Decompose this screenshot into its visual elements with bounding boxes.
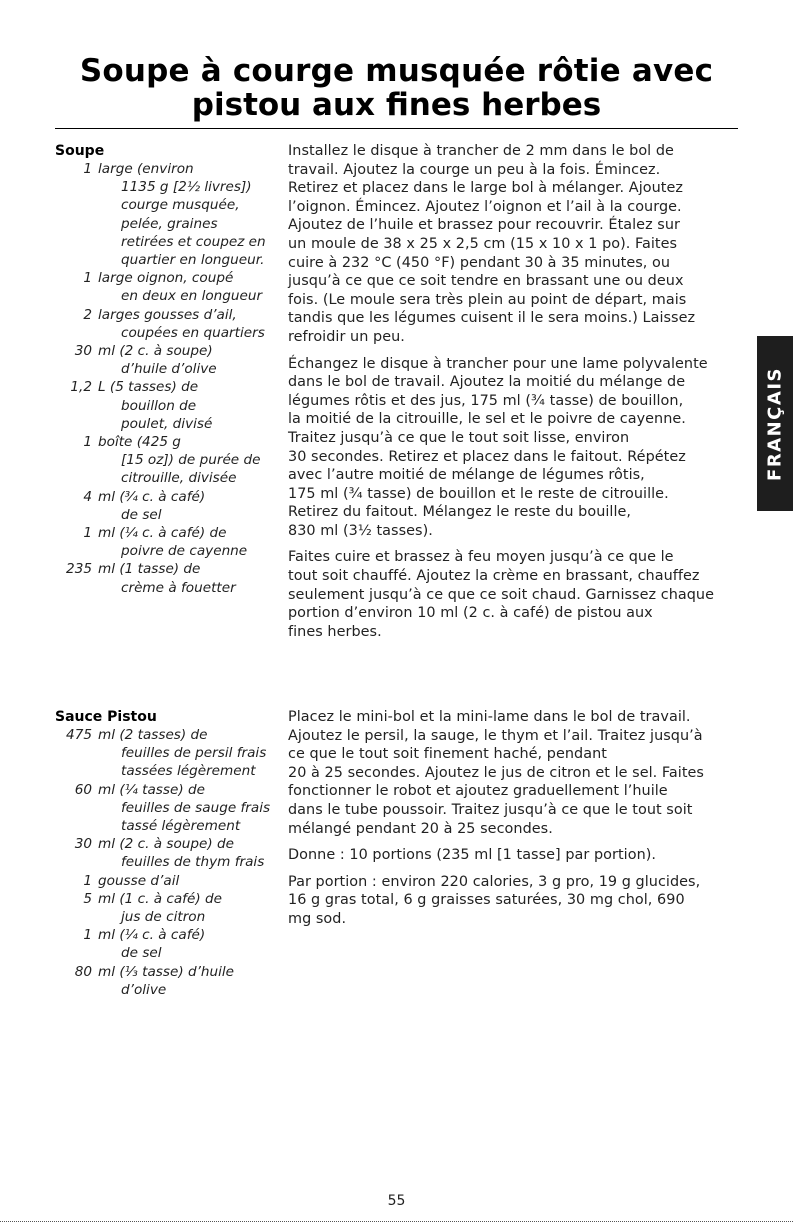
- ingredient-item: [55, 342, 280, 378]
- ingredient-quantity: 5: [83, 890, 92, 907]
- ingredient-item: [55, 560, 280, 596]
- ingredient-description: [92, 781, 280, 836]
- ingredient-quantity: 235: [66, 561, 92, 578]
- direction-text-line: refroidir un peu.: [288, 328, 405, 345]
- ingredient-item: [55, 269, 280, 305]
- ingredient-text-line: ml (1 c. à café) de: [98, 890, 222, 907]
- ingredient-description: [92, 560, 280, 596]
- ingredient-text-line: citrouille, divisée: [121, 470, 237, 487]
- ingredient-quantity: 2: [83, 306, 92, 323]
- direction-paragraph: [288, 708, 743, 838]
- direction-text-line: fines herbes.: [288, 623, 382, 640]
- directions-pistou: [288, 708, 743, 937]
- directions-soupe: [288, 142, 743, 649]
- direction-text-line: mg sod.: [288, 910, 347, 927]
- direction-text-line: jusqu’à ce que ce soit tendre en brassant une ou deux: [288, 273, 684, 290]
- bottom-dotted-edge: [0, 1221, 793, 1222]
- ingredient-item: [55, 160, 280, 269]
- direction-text-line: Ajoutez le persil, la sauge, le thym et l’ail. Traitez jusqu’à: [288, 727, 703, 744]
- ingredient-text-line: feuilles de persil frais: [121, 745, 267, 762]
- ingredient-quantity: 1: [83, 927, 92, 944]
- direction-text-line: seulement jusqu’à ce que ce soit chaud. Garnissez chaque: [288, 586, 714, 603]
- direction-paragraph: [288, 142, 743, 347]
- ingredient-quantity: 30: [74, 343, 92, 360]
- direction-text-line: dans le bol de travail. Ajoutez la moitié du mélange de: [288, 374, 686, 391]
- ingredient-text-line: large oignon, coupé: [98, 270, 234, 287]
- ingredient-description: [92, 269, 280, 305]
- ingredient-text-line: coupées en quartiers: [121, 324, 265, 341]
- ingredient-text-line: poivre de cayenne: [121, 543, 248, 560]
- section-heading-pistou: Sauce Pistou: [55, 709, 157, 725]
- section-heading-soupe: Soupe: [55, 143, 105, 159]
- ingredient-description: [92, 872, 280, 890]
- direction-text-line: Traitez jusqu’à ce que le tout soit lisse, environ: [288, 429, 630, 446]
- ingredient-item: [55, 306, 280, 342]
- language-tab: [757, 336, 793, 511]
- ingredient-description: [92, 963, 280, 999]
- ingredient-description: [92, 926, 280, 962]
- language-tab-label: FRANÇAIS: [764, 366, 786, 481]
- direction-paragraph: [288, 548, 743, 641]
- ingredient-item: [55, 963, 280, 999]
- ingredient-text-line: ml (¼ c. à café): [98, 927, 206, 944]
- ingredient-description: [92, 835, 280, 871]
- direction-text-line: Retirez du faitout. Mélangez le reste du bouille,: [288, 504, 632, 521]
- ingredient-description: [92, 890, 280, 926]
- ingredient-quantity: 1: [83, 872, 92, 889]
- direction-text-line: 20 à 25 secondes. Ajoutez le jus de citron et le sel. Faites: [288, 764, 704, 781]
- ingredient-item: [55, 872, 280, 890]
- direction-text-line: tandis que les légumes cuisent il le sera moins.) Laissez: [288, 310, 696, 327]
- ingredient-text-line: retirées et coupez en: [121, 233, 266, 250]
- ingredient-text-line: de sel: [121, 945, 162, 962]
- ingredient-quantity: 1: [83, 525, 92, 542]
- ingredient-text-line: gousse d’ail: [98, 872, 180, 889]
- ingredient-description: [92, 524, 280, 560]
- direction-text-line: fonctionner le robot et ajoutez graduellement l’huile: [288, 783, 668, 800]
- ingredient-text-line: courge musquée,: [121, 197, 240, 214]
- direction-text-line: 16 g gras total, 6 g graisses saturées, 30 mg chol, 690: [288, 892, 685, 909]
- ingredient-text-line: large (environ: [98, 161, 194, 177]
- ingredient-description: [92, 306, 280, 342]
- ingredient-text-line: en deux en longueur: [121, 288, 263, 305]
- ingredient-description: [92, 726, 280, 781]
- direction-text-line: Retirez et placez dans le large bol à mélanger. Ajoutez: [288, 180, 683, 197]
- ingredient-text-line: ml (¾ c. à café): [98, 488, 206, 505]
- ingredient-text-line: tassé légèrement: [121, 818, 241, 835]
- direction-text-line: mélangé pendant 20 à 25 secondes.: [288, 820, 553, 837]
- direction-paragraph: [288, 846, 743, 865]
- direction-text-line: travail. Ajoutez la courge un peu à la fois. Émincez.: [288, 161, 661, 178]
- page-number: 55: [387, 1193, 406, 1209]
- ingredient-quantity: 4: [83, 488, 92, 505]
- ingredient-text-line: d’huile d’olive: [121, 361, 217, 378]
- direction-text-line: Donne : 10 portions (235 ml [1 tasse] par portion).: [288, 847, 657, 864]
- ingredient-text-line: bouillon de: [121, 397, 197, 414]
- direction-text-line: 830 ml (3½ tasses).: [288, 522, 433, 539]
- ingredient-item: [55, 488, 280, 524]
- ingredient-item: [55, 726, 280, 781]
- direction-text-line: la moitié de la citrouille, le sel et le poivre de cayenne.: [288, 411, 686, 428]
- direction-text-line: un moule de 38 x 25 x 2,5 cm (15 x 10 x 1 po). Faites: [288, 235, 678, 252]
- ingredient-text-line: ml (2 c. à soupe) de: [98, 836, 235, 853]
- ingredient-text-line: [15 oz]) de purée de: [121, 452, 261, 469]
- ingredient-text-line: ml (1 tasse) de: [98, 561, 201, 578]
- ingredient-text-line: ml (¼ tasse) de: [98, 781, 205, 798]
- ingredient-text-line: ml (¼ c. à café) de: [98, 525, 227, 542]
- ingredient-text-line: boîte (425 g: [98, 434, 181, 451]
- direction-text-line: 175 ml (¾ tasse) de bouillon et le reste de citrouille.: [288, 485, 669, 502]
- page-title-line-2: pistou aux fines herbes: [191, 87, 602, 123]
- ingredient-item: [55, 524, 280, 560]
- direction-text-line: Installez le disque à trancher de 2 mm dans le bol de: [288, 143, 674, 159]
- ingredient-list-soupe: [55, 160, 280, 597]
- direction-text-line: Ajoutez de l’huile et brassez pour recouvrir. Étalez sur: [288, 217, 680, 234]
- ingredient-text-line: de sel: [121, 506, 162, 523]
- ingredient-text-line: larges gousses d’ail,: [98, 306, 237, 323]
- ingredient-text-line: poulet, divisé: [121, 415, 213, 432]
- ingredient-text-line: feuilles de sauge frais: [121, 799, 271, 816]
- ingredient-list-pistou: [55, 726, 280, 999]
- ingredient-quantity: 80: [74, 963, 92, 980]
- ingredient-quantity: 1: [83, 161, 92, 177]
- ingredient-text-line: pelée, graines: [121, 215, 218, 232]
- ingredient-text-line: L (5 tasses) de: [98, 379, 199, 396]
- direction-text-line: 30 secondes. Retirez et placez dans le faitout. Répétez: [288, 448, 686, 465]
- direction-text-line: tout soit chauffé. Ajoutez la crème en brassant, chauffez: [288, 568, 700, 585]
- direction-text-line: Placez le mini-bol et la mini-lame dans le bol de travail.: [288, 709, 691, 725]
- direction-text-line: l’oignon. Émincez. Ajoutez l’oignon et l’ail à la courge.: [288, 198, 682, 215]
- direction-text-line: Par portion : environ 220 calories, 3 g pro, 19 g glucides,: [288, 873, 701, 890]
- direction-text-line: ce que le tout soit finement haché, pendant: [288, 746, 607, 763]
- direction-paragraph: [288, 873, 743, 929]
- ingredient-description: [92, 378, 280, 433]
- ingredient-text-line: tassées légèrement: [121, 763, 256, 780]
- ingredient-text-line: crème à fouetter: [121, 579, 236, 596]
- ingredient-description: [92, 488, 280, 524]
- ingredient-quantity: 1: [83, 270, 92, 287]
- ingredient-item: [55, 890, 280, 926]
- ingredient-text-line: ml (2 tasses) de: [98, 727, 208, 743]
- ingredient-item: [55, 926, 280, 962]
- ingredient-item: [55, 781, 280, 836]
- ingredient-text-line: 1135 g [2½ livres]): [121, 179, 252, 196]
- ingredient-description: [92, 433, 280, 488]
- title-divider: [55, 128, 738, 129]
- ingredient-quantity: 30: [74, 836, 92, 853]
- direction-text-line: fois. (Le moule sera très plein au point de départ, mais: [288, 291, 687, 308]
- ingredient-quantity: 1: [83, 434, 92, 451]
- ingredient-text-line: feuilles de thym frais: [121, 854, 265, 871]
- direction-text-line: Échangez le disque à trancher pour une lame polyvalente: [288, 355, 708, 372]
- ingredient-description: [92, 160, 280, 269]
- ingredient-text-line: quartier en longueur.: [121, 252, 265, 269]
- direction-paragraph: [288, 355, 743, 541]
- direction-text-line: Faites cuire et brassez à feu moyen jusqu’à ce que le: [288, 549, 674, 566]
- direction-text-line: avec l’autre moitié de mélange de légumes rôtis,: [288, 467, 645, 484]
- ingredient-item: [55, 835, 280, 871]
- ingredient-item: [55, 378, 280, 433]
- ingredient-text-line: jus de citron: [121, 909, 206, 926]
- ingredient-quantity: 60: [74, 781, 92, 798]
- direction-text-line: dans le tube poussoir. Traitez jusqu’à ce que le tout soit: [288, 801, 693, 818]
- ingredient-item: [55, 433, 280, 488]
- ingredient-text-line: d’olive: [121, 981, 167, 998]
- direction-text-line: cuire à 232 °C (450 °F) pendant 30 à 35 minutes, ou: [288, 254, 671, 271]
- direction-text-line: légumes rôtis et des jus, 175 ml (¾ tasse) de bouillon,: [288, 392, 684, 409]
- ingredient-text-line: ml (2 c. à soupe): [98, 343, 213, 360]
- ingredient-description: [92, 342, 280, 378]
- ingredient-quantity: 1,2: [70, 379, 92, 396]
- page-title-line-1: Soupe à courge musquée rôtie avec: [79, 53, 714, 89]
- direction-text-line: portion d’environ 10 ml (2 c. à café) de pistou aux: [288, 605, 653, 622]
- ingredient-text-line: ml (⅓ tasse) d’huile: [98, 963, 235, 980]
- ingredient-quantity: 475: [66, 727, 92, 743]
